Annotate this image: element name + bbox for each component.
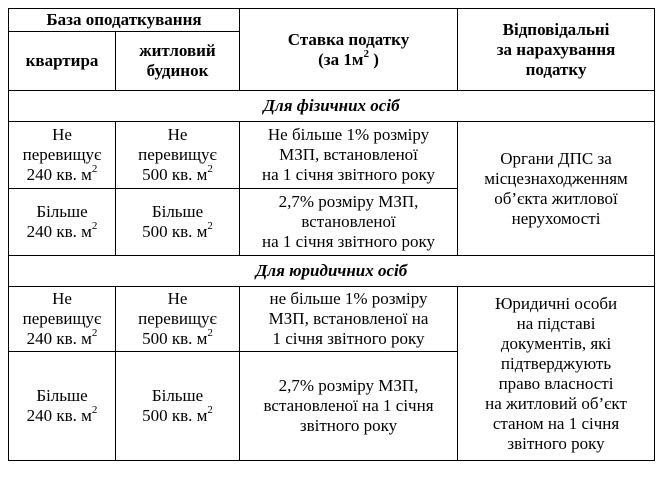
- house-text: Більше 500 кв. м: [142, 202, 208, 241]
- section-title-individuals: Для фізичних осіб: [9, 91, 655, 122]
- header-tax-base: База оподаткування: [9, 9, 240, 32]
- responsible-cell-legal-entities: Юридичні особи на підставі документів, які підтверджують право власності на житловий об’єкт станом на 1 січня звітного року: [458, 287, 655, 461]
- house-text: Не перевищує 500 кв. м: [138, 289, 217, 348]
- house-text: Більше 500 кв. м: [142, 386, 208, 425]
- house-cell: [116, 122, 240, 189]
- apartment-sup: 2: [91, 404, 98, 417]
- header-tax-rate: [240, 9, 458, 91]
- house-cell: [116, 352, 240, 461]
- table-row: [9, 122, 655, 189]
- rate-cell: 2,7% розміру МЗП, встановленої на 1 січня звітного року: [240, 189, 458, 256]
- table-row: [9, 287, 655, 352]
- header-tax-rate-suffix: ): [368, 49, 379, 69]
- house-sup: 2: [207, 327, 213, 340]
- header-responsible: Відповідальні за нарахування податку: [458, 9, 655, 91]
- house-sup: 2: [207, 220, 213, 233]
- tax-table: [8, 8, 655, 461]
- header-apartment: квартира: [9, 32, 116, 91]
- rate-cell: не більше 1% розміру МЗП, встановленої на 1 січня звітного року: [240, 287, 458, 352]
- section-row-individuals: [9, 91, 655, 122]
- section-title-legal-entities: Для юридичних осіб: [9, 256, 655, 287]
- apartment-sup: 2: [91, 163, 98, 176]
- header-tax-rate-line1: Ставка податку: [287, 29, 410, 49]
- header-tax-rate-sup: 2: [363, 47, 369, 60]
- house-cell: [116, 287, 240, 352]
- responsible-cell-individuals: Органи ДПС за місцезнаходженням об’єкта житлової нерухомості: [458, 122, 655, 256]
- apartment-text: Більше 240 кв. м: [26, 202, 92, 241]
- apartment-sup: 2: [91, 327, 98, 340]
- apartment-text: Більше 240 кв. м: [26, 386, 92, 425]
- header-row-1: [9, 9, 655, 32]
- house-text: Не перевищує 500 кв. м: [138, 125, 217, 184]
- apartment-cell: [9, 122, 116, 189]
- apartment-cell: [9, 287, 116, 352]
- apartment-sup: 2: [91, 220, 98, 233]
- section-row-legal-entities: [9, 256, 655, 287]
- header-house: житловий будинок: [116, 32, 240, 91]
- apartment-text: Не перевищує 240 кв. м: [22, 125, 102, 184]
- house-sup: 2: [207, 163, 213, 176]
- header-tax-rate-prefix: (за 1м: [318, 49, 364, 69]
- house-sup: 2: [207, 404, 213, 417]
- apartment-cell: [9, 352, 116, 461]
- house-cell: [116, 189, 240, 256]
- apartment-text: Не перевищує 240 кв. м: [22, 289, 102, 348]
- apartment-cell: [9, 189, 116, 256]
- rate-cell: 2,7% розміру МЗП, встановленої на 1 січня звітного року: [240, 352, 458, 461]
- rate-cell: Не більше 1% розміру МЗП, встановленої на 1 січня звітного року: [240, 122, 458, 189]
